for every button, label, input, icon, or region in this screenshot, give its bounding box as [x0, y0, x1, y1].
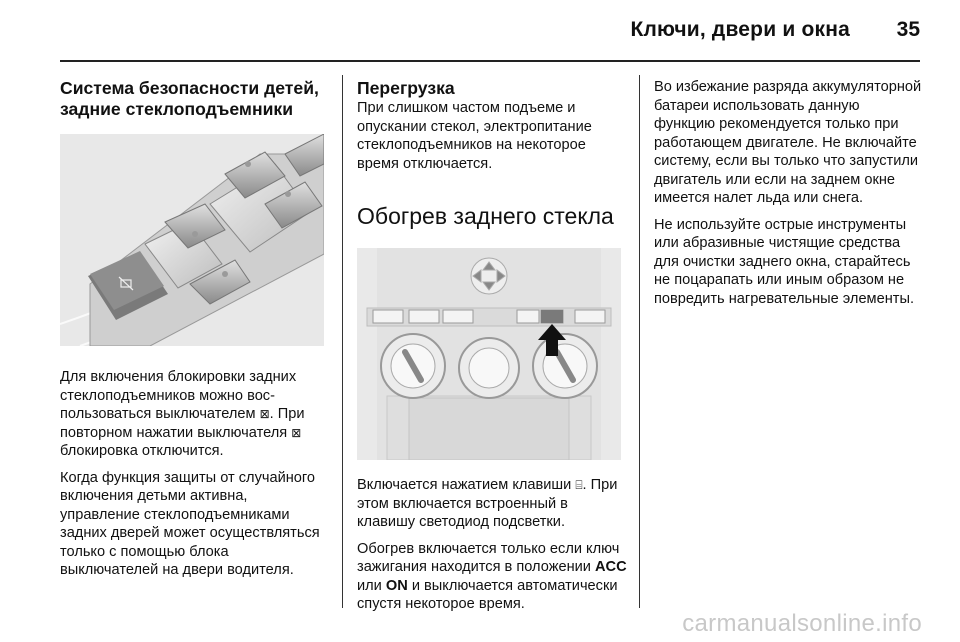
subheading-overload: Перегрузка	[357, 78, 455, 98]
watermark: carmanualsonline.info	[682, 610, 922, 637]
rear-defrost-icon: ⌸	[575, 478, 583, 492]
paragraph-text: Обогрев включается только если ключ зажигания находится в положении	[357, 540, 620, 575]
window-lock-switch-photo	[60, 134, 324, 346]
ignition-position-on: ON	[385, 577, 408, 594]
paragraph-text: . При повторном нажатии выключателя	[60, 406, 305, 441]
section-heading-child-safety: Система безопасности детей, задние стеклоподъемники	[60, 78, 319, 119]
window-lock-icon: ⊠	[259, 407, 270, 421]
paragraph-battery-warning: Во избежание разряда аккумуляторной батареи использовать данную функцию рекомендуется только при работающем двигателе. Не включайте систему, если вы только что запустили двигатель или если на заднем окне имеется налет льда или снега.	[654, 79, 922, 206]
paragraph-overload: При слишком частом подъеме и опускании стекол, электропитание стеклоподъемников на некоторое время отключается.	[357, 100, 592, 172]
paragraph-text: блокировка отключится.	[60, 443, 224, 459]
header-rule	[60, 60, 920, 62]
paragraph-text: и выключается автоматически спустя некоторое время.	[357, 577, 618, 612]
window-lock-icon: ⊠	[291, 425, 302, 440]
paragraph-cleaning-warning: Не используйте острые инструменты или абразивные чистящие средства для очистки заднего окна, старайтесь не поцарапать или иным образом не повредить нагревательные элементы.	[654, 216, 914, 307]
vent-control	[471, 258, 507, 294]
column-2	[357, 78, 627, 622]
column-3	[654, 78, 924, 316]
ignition-position-acc: ACC	[595, 559, 627, 575]
section-heading-rear-defrost: Обогрев заднего стекла	[357, 203, 614, 229]
paragraph-text: Для включения блокировки задних стеклоподъемников можно воспользоваться выключателем	[60, 369, 297, 422]
climate-control-panel-photo	[357, 248, 621, 460]
column-1	[60, 78, 328, 588]
paragraph-lock-active: Когда функция защиты от случайного включения детьми активна, управление стеклоподъемниками задних дверей может осуществляться только с помощью блока выключателей на двери водителя.	[60, 469, 320, 578]
paragraph-defrost-activation	[357, 476, 627, 532]
page-number: 35	[896, 18, 920, 41]
paragraph-text: . При этом включается встроенный в клавишу светодиод подсветки.	[357, 477, 618, 530]
header-title: Ключи, двери и окна	[630, 18, 850, 41]
column-divider-2	[639, 75, 640, 608]
paragraph-lock-instructions	[60, 368, 328, 461]
paragraph-defrost-ignition	[357, 540, 627, 614]
column-divider-1	[342, 75, 343, 608]
paragraph-text: или	[357, 577, 382, 594]
paragraph-text: Включается нажатием клавиши	[357, 477, 572, 493]
